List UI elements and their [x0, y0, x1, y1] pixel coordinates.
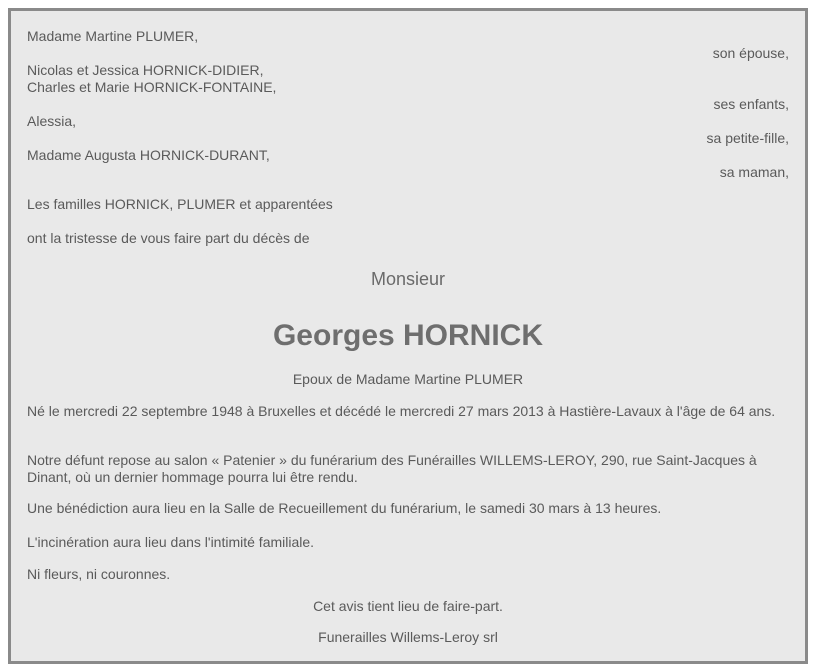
- child-name-2: Charles et Marie HORNICK-FONTAINE,: [27, 79, 277, 95]
- wife-role: son épouse,: [712, 45, 789, 61]
- granddaughter-name: Alessia,: [27, 113, 77, 129]
- deceased-name: Georges HORNICK: [272, 319, 544, 352]
- granddaughter-role: sa petite-fille,: [706, 130, 789, 146]
- notice-line: Cet avis tient lieu de faire-part.: [313, 598, 503, 614]
- mother-name: Madame Augusta HORNICK-DURANT,: [27, 147, 270, 163]
- blessing-paragraph: Une bénédiction aura lieu en la Salle de Recueillement du funérarium, le samedi 30 mars à 13 heures.: [27, 500, 662, 516]
- families-line: Les familles HORNICK, PLUMER et apparentées: [27, 196, 333, 212]
- announcement-line: ont la tristesse de vous faire part du décès de: [27, 230, 310, 246]
- wife-name: Madame Martine PLUMER,: [27, 28, 199, 44]
- funeral-home-signature: Funerailles Willems-Leroy srl: [318, 629, 498, 645]
- spouse-line: Epoux de Madame Martine PLUMER: [292, 371, 524, 387]
- mother-role: sa maman,: [719, 164, 789, 180]
- birth-death-paragraph: Né le mercredi 22 septembre 1948 à Bruxelles et décédé le mercredi 27 mars 2013 à Hastière-Lavaux à l'âge de 64 ans.: [27, 403, 776, 419]
- obituary-notice: [8, 8, 808, 664]
- rest-paragraph: Notre défunt repose au salon « Patenier » du funérarium des Funérailles WILLEMS-LEROY, 290, rue Saint-Jacques à Dinant, où un dernier hommage pourra lui être rendu.: [27, 452, 757, 485]
- flowers-paragraph: Ni fleurs, ni couronnes.: [27, 566, 171, 582]
- child-name-1: Nicolas et Jessica HORNICK-DIDIER,: [27, 62, 264, 78]
- honorific: Monsieur: [370, 269, 446, 289]
- children-role: ses enfants,: [713, 96, 789, 112]
- cremation-paragraph: L'incinération aura lieu dans l'intimité familiale.: [27, 534, 315, 550]
